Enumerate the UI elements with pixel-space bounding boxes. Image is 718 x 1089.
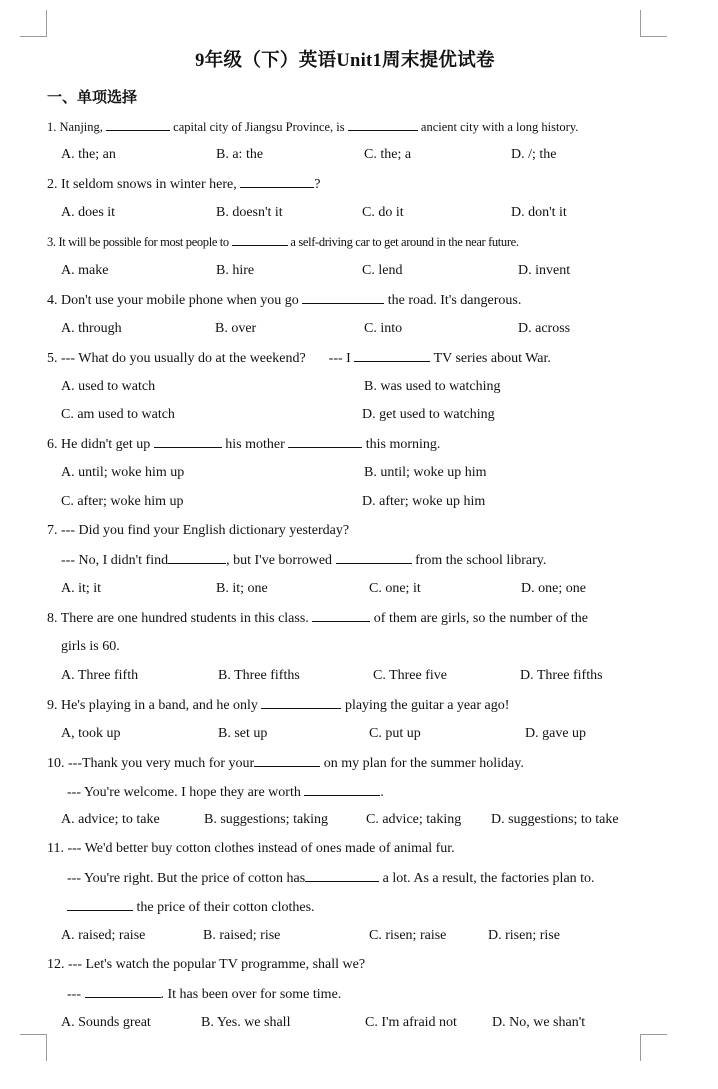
question-12: 12. --- Let's watch the popular TV programme, shall we?: [47, 957, 366, 972]
question-10: 10. ---Thank you very much for your on my plan for the summer holiday.: [47, 756, 524, 771]
option-b: B. Yes. we shall: [201, 1015, 291, 1030]
page-corner-mark: [20, 1034, 47, 1061]
answer-blank: [240, 175, 314, 188]
answer-blank: [232, 233, 288, 246]
option-d: D. one; one: [521, 581, 586, 596]
option-c: C. put up: [369, 726, 421, 741]
option-a: A. it; it: [61, 581, 102, 596]
answer-blank: [304, 783, 380, 796]
option-d: D. across: [518, 321, 571, 336]
page-corner-mark: [20, 10, 47, 37]
option-c: C. after; woke him up: [61, 494, 184, 509]
answer-blank: [354, 349, 430, 362]
option-c: C. the; a: [364, 147, 412, 162]
option-b: B. Three fifths: [218, 668, 300, 683]
option-c: C. one; it: [369, 581, 421, 596]
question-3: 3. It will be possible for most people to a self-driving car to get around in the near future.: [47, 235, 519, 249]
option-c: C. lend: [362, 263, 403, 278]
page-corner-mark: [640, 1034, 667, 1061]
option-d: D. invent: [518, 263, 571, 278]
question-11-reply: --- You're right. But the price of cotton has a lot. As a result, the factories plan to.: [67, 871, 595, 886]
answer-blank: [336, 551, 412, 564]
option-c: C. am used to watch: [61, 407, 175, 422]
option-b: B. over: [215, 321, 257, 336]
question-11: 11. --- We'd better buy cotton clothes instead of ones made of animal fur.: [47, 841, 455, 856]
option-a: A, took up: [61, 726, 121, 741]
answer-blank: [106, 118, 170, 131]
option-b: B. it; one: [216, 581, 268, 596]
option-c: C. I'm afraid not: [365, 1015, 457, 1030]
option-b: B. set up: [218, 726, 268, 741]
question-7: 7. --- Did you find your English dictionary yesterday?: [47, 523, 350, 538]
option-d: D. risen; rise: [488, 928, 560, 943]
question-4: 4. Don't use your mobile phone when you go the road. It's dangerous.: [47, 293, 522, 308]
option-a: A. used to watch: [61, 379, 156, 394]
option-c: C. into: [364, 321, 403, 336]
option-b: B. doesn't it: [216, 205, 283, 220]
option-d: D. No, we shan't: [492, 1015, 586, 1030]
question-11-continued: the price of their cotton clothes.: [67, 898, 315, 917]
section-heading: 一、单项选择: [47, 90, 138, 106]
question-12-reply: --- . It has been over for some time.: [67, 987, 342, 1002]
question-6: 6. He didn't get up his mother this morning.: [47, 437, 441, 452]
option-b: B. raised; rise: [203, 928, 281, 943]
option-d: D. suggestions; to take: [491, 812, 619, 827]
question-10-reply: --- You're welcome. I hope they are worth .: [67, 785, 384, 800]
answer-blank: [312, 609, 370, 622]
option-c: C. do it: [362, 205, 404, 220]
question-8-continued: girls is 60.: [61, 639, 120, 654]
answer-blank: [154, 435, 222, 448]
question-1: 1. Nanjing, capital city of Jiangsu Province, is ancient city with a long history.: [47, 120, 579, 134]
option-a: A. Three fifth: [61, 668, 139, 683]
option-a: A. raised; raise: [61, 928, 146, 943]
option-c: C. Three five: [373, 668, 447, 683]
option-a: A. make: [61, 263, 109, 278]
option-b: B. hire: [216, 263, 255, 278]
question-9: 9. He's playing in a band, and he only playing the guitar a year ago!: [47, 698, 510, 713]
option-c: C. risen; raise: [369, 928, 447, 943]
option-a: A. through: [61, 321, 122, 336]
page-corner-mark: [640, 10, 667, 37]
option-a: A. until; woke him up: [61, 465, 185, 480]
answer-blank: [261, 696, 341, 709]
answer-blank: [254, 754, 320, 767]
option-b: B. until; woke up him: [364, 465, 487, 480]
option-a: A. advice; to take: [61, 812, 160, 827]
option-a: A. the; an: [61, 147, 116, 162]
option-d: D. Three fifths: [520, 668, 603, 683]
option-a: A. Sounds great: [61, 1015, 151, 1030]
answer-blank: [305, 869, 379, 882]
option-b: B. suggestions; taking: [204, 812, 329, 827]
option-b: B. was used to watching: [364, 379, 501, 394]
question-5: 5. --- What do you usually do at the weekend? --- I TV series about War.: [47, 351, 551, 366]
answer-blank: [288, 435, 362, 448]
option-d: D. don't it: [511, 205, 567, 220]
option-d: D. gave up: [525, 726, 587, 741]
option-d: D. get used to watching: [362, 407, 495, 422]
answer-blank: [168, 551, 226, 564]
option-a: A. does it: [61, 205, 116, 220]
answer-blank: [348, 118, 418, 131]
option-b: B. a: the: [216, 147, 264, 162]
option-d: D. after; woke up him: [362, 494, 486, 509]
question-8: 8. There are one hundred students in this class. of them are girls, so the number of the: [47, 611, 589, 626]
option-c: C. advice; taking: [366, 812, 462, 827]
answer-blank: [67, 898, 133, 911]
answer-blank: [302, 291, 384, 304]
answer-blank: [85, 985, 161, 998]
document-title: 9年级（下）英语Unit1周末提优试卷: [195, 51, 495, 71]
option-d: D. /; the: [511, 147, 557, 162]
question-2: 2. It seldom snows in winter here, ?: [47, 177, 321, 192]
question-7-reply: --- No, I didn't find , but I've borrowed from the school library.: [61, 553, 547, 568]
